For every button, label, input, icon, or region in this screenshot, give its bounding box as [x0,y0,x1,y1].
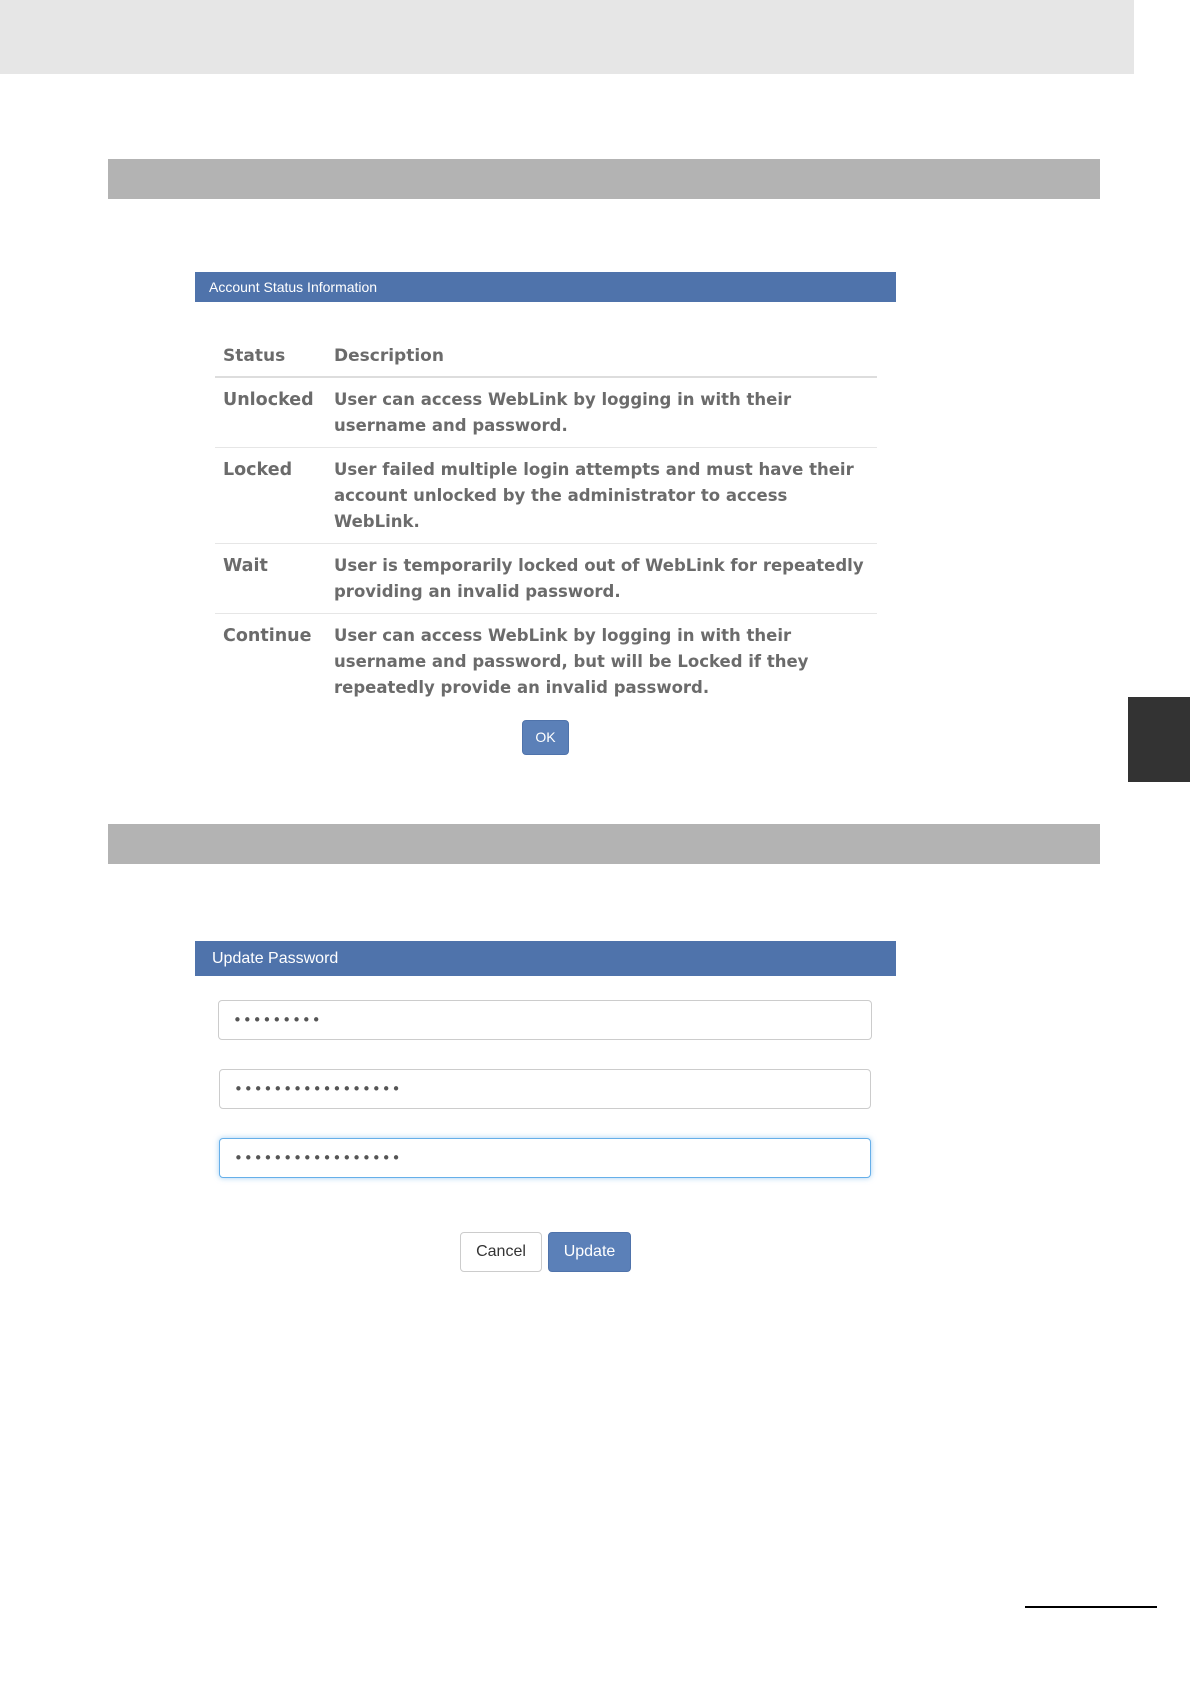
update-button[interactable]: Update [548,1232,631,1272]
page-header-band [0,0,1134,74]
column-header-description: Description [326,342,877,377]
table-header-row [215,342,877,377]
status-cell: Locked [215,448,326,544]
status-cell: Wait [215,544,326,614]
section-heading-bar [108,159,1100,199]
confirm-password-field[interactable]: ••••••••••••••••• [219,1138,871,1178]
dialog-title: Update Password [195,941,896,976]
chapter-tab [1128,697,1190,782]
footer-rule [1025,1606,1157,1608]
description-cell: User failed multiple login attempts and must have their account unlocked by the administrator to access WebLink. [326,448,877,544]
current-password-field[interactable]: ••••••••• [218,1000,872,1040]
description-cell: User is temporarily locked out of WebLink for repeatedly providing an invalid password. [326,544,877,614]
description-cell: User can access WebLink by logging in with their username and password. [326,377,877,448]
status-cell: Unlocked [215,377,326,448]
description-cell: User can access WebLink by logging in with their username and password, but will be Locked if they repeatedly provide an invalid password. [334,626,809,697]
section-heading-bar [108,824,1100,864]
column-header-status: Status [215,342,326,377]
status-table [215,342,877,709]
cancel-button[interactable]: Cancel [460,1232,542,1272]
account-status-dialog [195,272,896,745]
status-cell: Continue [223,626,312,646]
update-password-dialog [195,941,896,1260]
dialog-title: Account Status Information [195,272,896,302]
table-row [215,544,877,614]
table-row [215,448,877,544]
new-password-field[interactable]: ••••••••••••••••• [219,1069,871,1109]
ok-button[interactable]: OK [522,720,569,755]
table-row [215,614,877,710]
table-row [215,377,877,448]
